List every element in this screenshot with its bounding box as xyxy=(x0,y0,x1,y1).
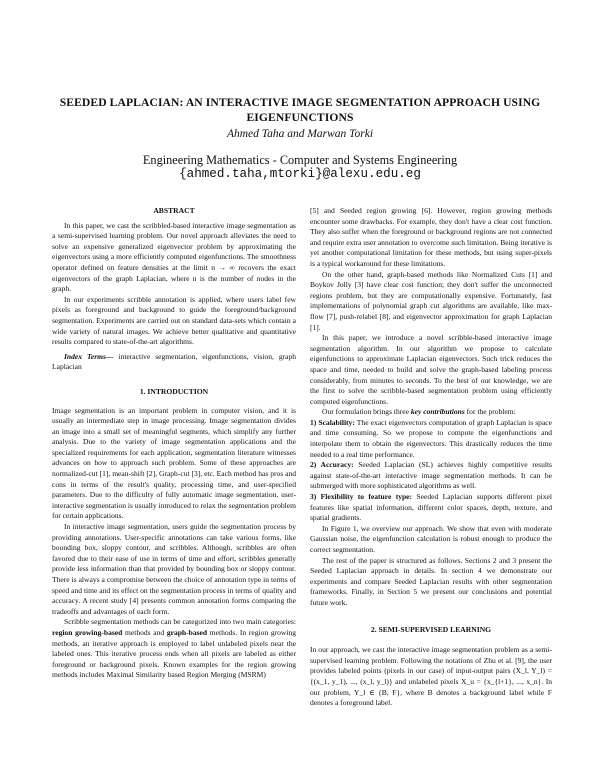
section-2-heading: 2. SEMI-SUPERVISED LEARNING xyxy=(370,624,492,634)
contribution-2-label: 2) Accuracy: xyxy=(310,460,354,470)
title-line-2: EIGENFUNCTIONS xyxy=(246,111,354,124)
intro-paragraph-1: Image segmentation is an important problem in computer vision, and it is usually an intermediate step in image processing. Image segmentation divides an image into a small set of meaningful segments, which simplify any further analysis. Due to the variety of image segmentation applications and the specialized requirements for each application, segmentation literature witnesses advances on how to approach such problem. Some of these approaches are normalized-cut [1], mean-shift [2], Graph-cut [3], etc. Each method has pros and cons in terms of the result's quality, processing time, and user-specified parameters. Due to the difficulty of fully automatic image segmentation, user-interactive segmentation is usually introduced to relax the segmentation problem for certain applications. xyxy=(52,405,296,521)
intro-p3-bold-graph: graph-based xyxy=(166,627,208,637)
intro-paragraph-2: In interactive image segmentation, users guide the segmentation process by providing annotations. User-specific annotations can take various forms, like bounding box, sloppy contour, and scribbles. Although, scribbles are often favored due to their ease of use in terms of time and effort, scribbles generally provide less information than that provided by bounding box or sloppy contour. There is always a compromise between the choice of annotation type in terms of speed and time and its effect on the segmentation process in terms of quality and accuracy. A recent study [4] presents common annotation forms comparing the tradeoffs and advantages of each form. xyxy=(52,522,296,616)
right-paragraph-2: On the other hand, graph-based methods like Normalized Cuts [1] and Boykov Jolly [3] have clear cost function; they don't suffer the unconnected regions problem, but they are computationally expensive. Fortunately, fast implementations of polynomial graph cut algorithms are available, like max-flow [7], push-relabel [8], and eigenvector approximation for graph Laplacian [1]. xyxy=(310,269,552,332)
contributions-intro xyxy=(310,407,552,418)
contrib-text-a: Our formulation brings three xyxy=(322,407,411,417)
introduction-heading: 1. INTRODUCTION xyxy=(139,386,209,396)
email: {ahmed.taha,mtorki}@alexu.edu.eg xyxy=(179,167,421,181)
right-column xyxy=(310,206,552,709)
title-line-1: SEEDED LAPLACIAN: AN INTERACTIVE IMAGE SEGMENTATION APPROACH USING xyxy=(59,96,541,109)
contrib-text-c: for the problem: xyxy=(464,407,516,417)
contribution-1-text: The exact eigenvectors computation of graph Laplacian is space and time consuming. So we propose to compute the eigenfunctions and interpolate them to obtain the eigenvectors. This drastically reduces the time needed to a real time performance. xyxy=(310,417,553,459)
index-terms-text: interactive segmentation, eigenfunctions, vision, graph Laplacian xyxy=(52,351,296,372)
contribution-1 xyxy=(310,418,552,460)
abstract-paragraph-2: In our experiments scribble annotation is applied, where users label few pixels as foreground and background to guide the foreground/background segmentation. Experiments are carried out on standard data-sets which contain a wide variety of natural images. We achieve better qualitative and quantitative results compared to state-of-the-art algorithms. xyxy=(52,294,296,347)
index-terms xyxy=(52,352,296,373)
intro-p3-text-d: methods. In region growing methods, an iterative approach is employed to label unlabeled pixels near the labeled ones. This iterative process ends when all pixels are labeled as either foreground or background pixels. Known examples for the region growing methods includes Maximal Similarity based Region Merging (MSRM) xyxy=(52,627,296,680)
intro-p3-bold-region: region growing-based xyxy=(52,627,123,637)
abstract-heading: ABSTRACT xyxy=(153,206,195,215)
right-paragraph-5: In Figure 1, we overview our approach. We show that even with moderate Gaussian noise, the eigenfunction calculation is robust enough to produce the correct segmentation. xyxy=(310,523,552,554)
contribution-3-label: 3) Flexibility to feature type: xyxy=(310,492,413,502)
intro-p3-text-a: Scribble segmentation methods can be categorized into two main categories: xyxy=(64,617,296,627)
contribution-3-text: Seeded Laplacian supports different pixel features like spatial information, different color spaces, depth, texture, and spatial gradients. xyxy=(310,492,552,523)
paper-title xyxy=(40,95,560,125)
section-2-paragraph-1: In our approach, we cast the interactive image segmentation problem as a semi-supervised learning problem. Following the notations of Zhu et al. [9], the user provides labeled points (pixels in our case) of input-output pairs (X_l, Y_l) = {(x_1, y_1), ..., (x_l, y_l)} and unlabeled pixels X_u = {x_{l+1}, ..., x_n}. In our problem, Y_l ∈ {B, F}, where B denotes a background label while F denotes a foreground label. xyxy=(310,645,552,708)
authors: Ahmed Taha and Marwan Torki xyxy=(226,128,374,140)
intro-paragraph-3 xyxy=(52,617,296,681)
contrib-bold: key contributions xyxy=(410,407,465,417)
left-column xyxy=(52,206,296,681)
contribution-1-label: 1) Scalability: xyxy=(310,417,355,427)
index-terms-label: Index Terms— xyxy=(64,351,114,361)
affiliation: Engineering Mathematics - Computer and Systems Engineering xyxy=(142,153,458,167)
right-paragraph-3: In this paper, we introduce a novel scribble-based interactive image segmentation algorithm. In our algorithm we propose to calculate eigenfunctions to approximate Laplacian eigenvectors. Such trick reduces the space and time, needed to build and solve the graph-based labeling process considerably, from minutes to seconds. To the best of our knowledge, we are the first to solve the scribble-based segmentation problem using efficiently computed eigenfunctions. xyxy=(310,333,552,406)
right-paragraph-1: [5] and Seeded region growing [6]. However, region growing methods encounter some drawbacks. For example, they don't have a clear cost function. They also suffer when the foreground or background regions are not connected and require extra user annotation to overcome such limitation. Being iterative is yet another computational limitation for these methods, but using super-pixels is a typical workaround for these limitations. xyxy=(310,206,552,268)
right-paragraph-6: The rest of the paper is structured as follows. Sections 2 and 3 present the Seeded Laplacian approach in details. In section 4 we demonstrate our experiments and compare Seeded Laplacian results with other segmentation frameworks. Finally, in Section 5 we present our conclusions and potential future work. xyxy=(310,555,552,607)
contribution-3 xyxy=(310,492,552,524)
intro-p3-text-c: methods and xyxy=(122,627,167,637)
abstract-paragraph-1: In this paper, we cast the scribbled-based interactive image segmentation as a semi-supervised learning problem. Our novel approach alleviates the need to solve an expensive generalized eigenvector problem by approximating the eigenvectors using a more efficiently computed eigenfunctions. The smoothness operator defined on feature densities at the limit n → ∞ recovers the exact eigenvectors of the graph Laplacian, where n is the number of nodes in the graph. xyxy=(52,220,296,294)
contribution-2-text: Seeded Laplacian (SL) achieves highly competitive results against state-of-the-art interactive image segmentation methods. It can be submerged with more sophisticated algorithms as well. xyxy=(310,460,552,491)
contribution-2 xyxy=(310,460,552,492)
